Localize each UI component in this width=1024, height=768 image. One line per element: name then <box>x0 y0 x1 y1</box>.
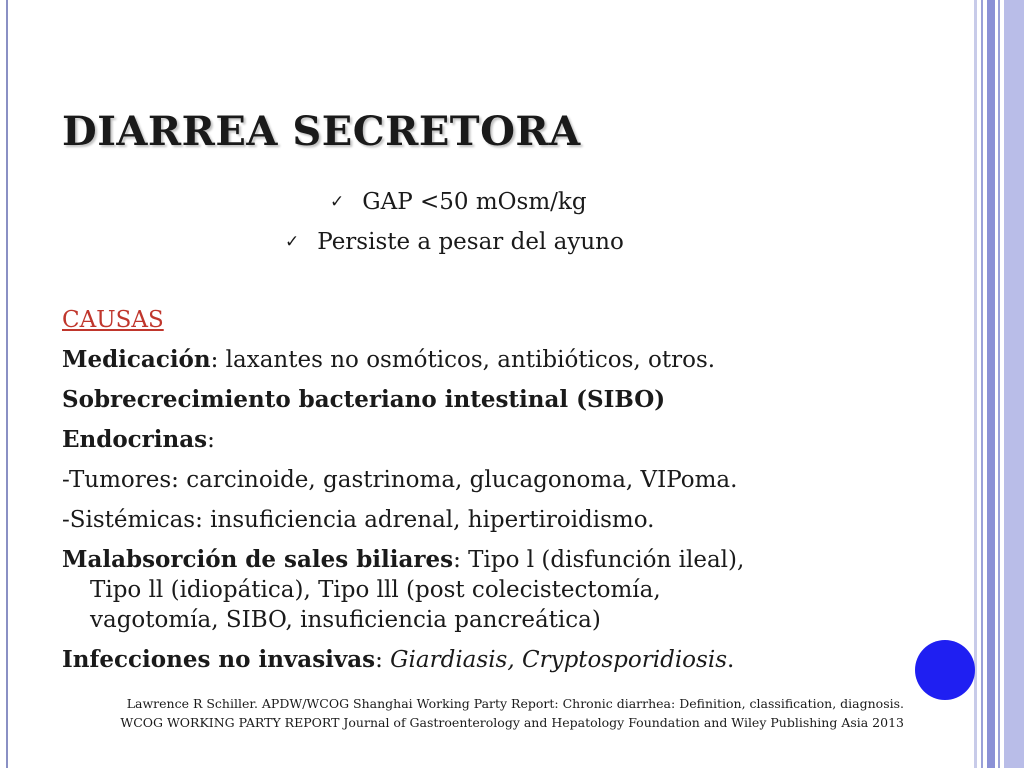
medicacion-line <box>62 340 942 380</box>
malabsorcion-line-3: vagotomía, SIBO, insuficiencia pancreática) <box>90 607 601 633</box>
endocrinas-colon: : <box>207 427 215 453</box>
right-decorative-stripes <box>974 0 1024 768</box>
slide-title: DIARREA SECRETORA <box>62 108 581 155</box>
infecciones-label: Infecciones no invasivas <box>62 646 376 673</box>
infecciones-line <box>62 640 942 680</box>
check-item-text: Persiste a pesar del ayuno <box>317 229 624 255</box>
check-item <box>0 182 990 222</box>
check-list <box>0 182 990 262</box>
medicacion-label: Medicación <box>62 346 211 373</box>
malabsorcion-line <box>62 540 942 575</box>
stripe <box>981 0 983 768</box>
sibo-line <box>62 380 942 420</box>
tumores-line: -Tumores: carcinoide, gastrinoma, glucagonoma, VIPoma. <box>62 467 738 493</box>
sistemicas-line: -Sistémicas: insuficiencia adrenal, hipertiroidismo. <box>62 507 655 533</box>
reference-line-2: WCOG WORKING PARTY REPORT Journal of Gastroenterology and Hepatology Foundation and Wiley Publishing Asia 2013 <box>120 715 904 730</box>
check-item <box>0 222 990 262</box>
medicacion-text: : laxantes no osmóticos, antibióticos, otros. <box>210 347 716 373</box>
malabsorcion-line-2: Tipo ll (idiopática), Tipo lll (post colecistectomía, <box>90 577 661 603</box>
left-border-line <box>6 0 8 768</box>
reference-citation <box>44 694 904 732</box>
infecciones-colon: : <box>375 647 391 673</box>
stripe <box>987 0 995 768</box>
sibo-label: Sobrecrecimiento bacteriano intestinal (SIBO) <box>62 386 666 413</box>
malabsorcion-text1: : Tipo l (disfunción ileal), <box>453 547 745 573</box>
checkmark-icon: ✓ <box>330 192 345 212</box>
stripe <box>1004 0 1024 768</box>
causes-section <box>62 300 942 680</box>
stripe <box>998 0 1000 768</box>
stripe <box>974 0 977 768</box>
causas-heading: CAUSAS <box>62 307 164 333</box>
infecciones-organisms: Giardiasis, Cryptosporidiosis <box>390 647 727 673</box>
check-item-text: GAP <50 mOsm/kg <box>362 189 587 215</box>
checkmark-icon: ✓ <box>285 232 300 252</box>
endocrinas-label: Endocrinas <box>62 426 208 453</box>
infecciones-period: . <box>727 647 735 673</box>
blue-circle-decoration <box>915 640 975 700</box>
malabsorcion-label: Malabsorción de sales biliares <box>62 546 454 573</box>
endocrinas-line <box>62 420 942 460</box>
reference-line-1: Lawrence R Schiller. APDW/WCOG Shanghai Working Party Report: Chronic diarrhea: Definition, classification, diagnosis. <box>126 696 904 711</box>
